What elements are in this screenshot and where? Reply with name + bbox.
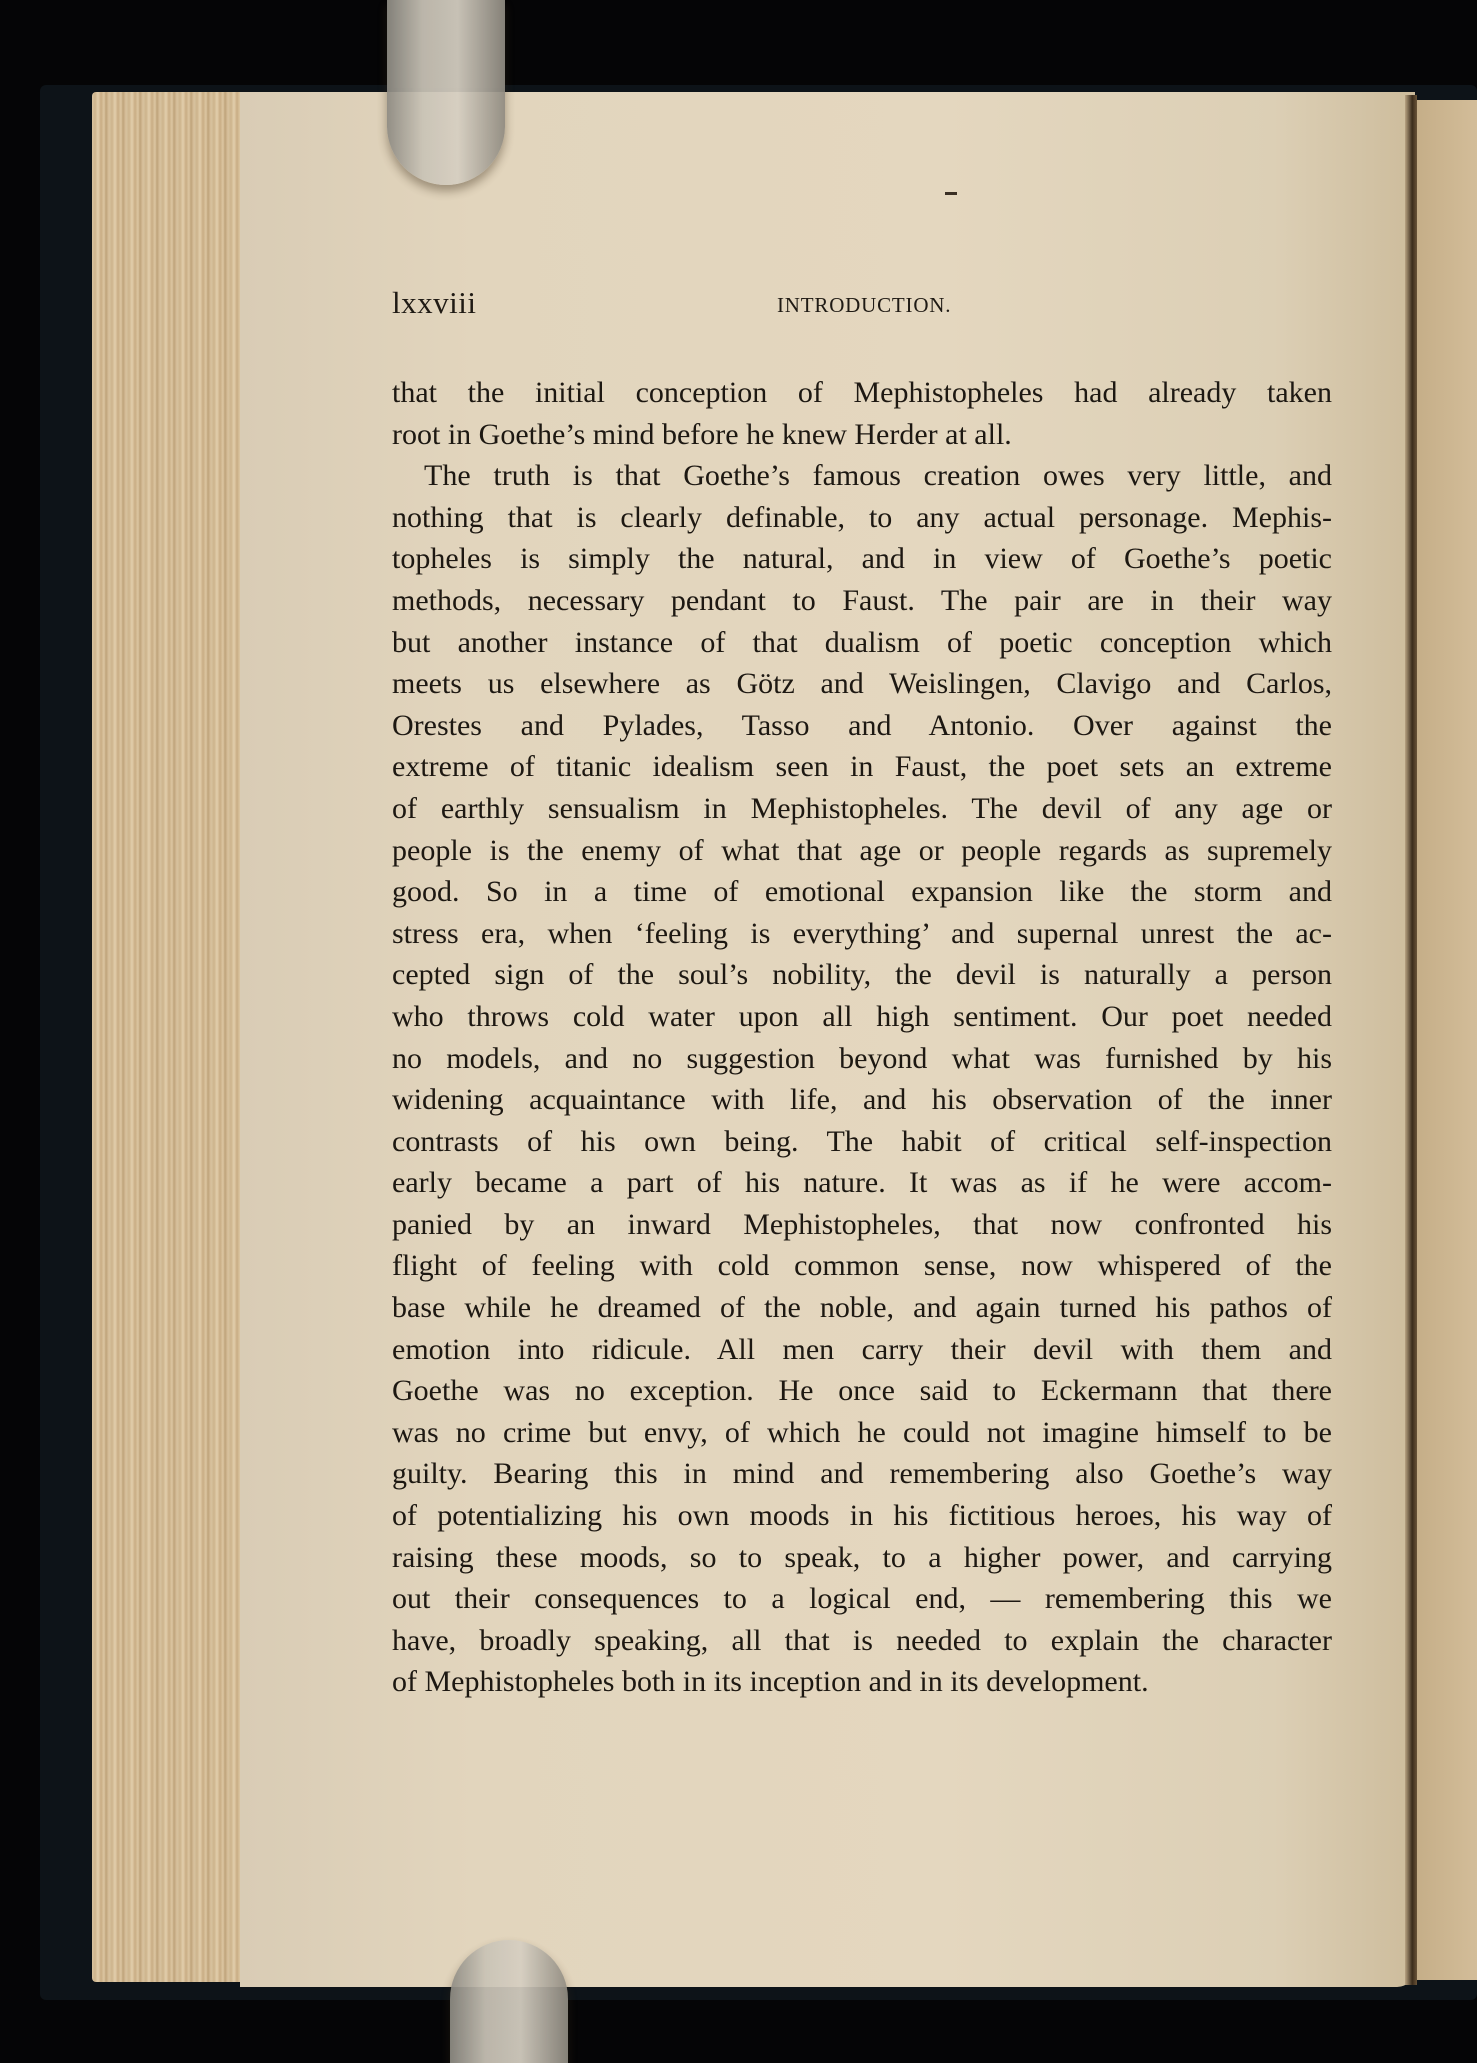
- text-line: methods, necessary pendant to Faust. The pair are in their way: [392, 583, 1332, 617]
- text-line: of potentializing his own moods in his fictitious heroes, his way of: [392, 1499, 1332, 1533]
- text-line: flight of feeling with cold common sense, now whispered of the: [392, 1249, 1332, 1283]
- text-line: stress era, when ‘feeling is everything’ and supernal unrest the ac-: [392, 916, 1332, 950]
- text-line: good. So in a time of emotional expansion like the storm and: [392, 875, 1332, 909]
- text-line: that the initial conception of Mephistopheles had already taken: [392, 376, 1332, 409]
- text-line: was no crime but envy, of which he could not imagine himself to be: [392, 1415, 1332, 1449]
- text-line: topheles is simply the natural, and in view of Goethe’s poetic: [392, 542, 1332, 576]
- text-line: who throws cold water upon all high sentiment. Our poet needed: [392, 999, 1332, 1033]
- text-line: early became a part of his nature. It was as if he were accom-: [392, 1166, 1332, 1200]
- text-line: extreme of titanic idealism seen in Faust, the poet sets an extreme: [392, 750, 1332, 784]
- facing-page: [1417, 100, 1477, 1980]
- text-line: emotion into ridicule. All men carry their devil with them and: [392, 1332, 1332, 1366]
- gutter: [1405, 95, 1417, 1985]
- body-text: [392, 372, 1332, 1703]
- text-line: panied by an inward Mephistopheles, that now confronted his: [392, 1207, 1332, 1241]
- text-line: raising these moods, so to speak, to a higher power, and carrying: [392, 1540, 1332, 1574]
- text-line: meets us elsewhere as Götz and Weislingen, Clavigo and Carlos,: [392, 667, 1332, 701]
- text-line: root in Goethe’s mind before he knew Herder at all.: [392, 417, 1012, 451]
- text-line: guilty. Bearing this in mind and remembering also Goethe’s way: [392, 1457, 1332, 1491]
- text-line: people is the enemy of what that age or people regards as supremely: [392, 833, 1332, 867]
- text-line: cepted sign of the soul’s nobility, the devil is naturally a person: [392, 958, 1332, 992]
- text-line: The truth is that Goethe’s famous creation owes very little, and: [424, 459, 1332, 493]
- book-clip-icon: [387, 0, 505, 185]
- text-line: of Mephistopheles both in its inception and in its development.: [392, 1665, 1149, 1699]
- page-number: lxxviii: [392, 285, 477, 320]
- page-edges: [92, 92, 247, 1982]
- text-line: have, broadly speaking, all that is needed to explain the character: [392, 1623, 1332, 1657]
- book-clip-icon: [450, 1940, 568, 2063]
- text-line: no models, and no suggestion beyond what was furnished by his: [392, 1041, 1332, 1075]
- text-line: Orestes and Pylades, Tasso and Antonio. Over against the: [392, 708, 1332, 742]
- ink-mark: [945, 192, 957, 195]
- text-line: out their consequences to a logical end, — remembering this we: [392, 1582, 1332, 1616]
- running-title: INTRODUCTION.: [777, 293, 952, 317]
- text-line: of earthly sensualism in Mephistopheles. The devil of any age or: [392, 791, 1332, 825]
- running-header: [392, 285, 1332, 325]
- text-line: nothing that is clearly definable, to any actual personage. Mephis-: [392, 500, 1332, 534]
- text-line: base while he dreamed of the noble, and again turned his pathos of: [392, 1291, 1332, 1325]
- text-line: contrasts of his own being. The habit of critical self-inspection: [392, 1124, 1332, 1158]
- text-line: Goethe was no exception. He once said to Eckermann that there: [392, 1374, 1332, 1408]
- text-line: but another instance of that dualism of poetic conception which: [392, 625, 1332, 659]
- text-line: widening acquaintance with life, and his observation of the inner: [392, 1083, 1332, 1117]
